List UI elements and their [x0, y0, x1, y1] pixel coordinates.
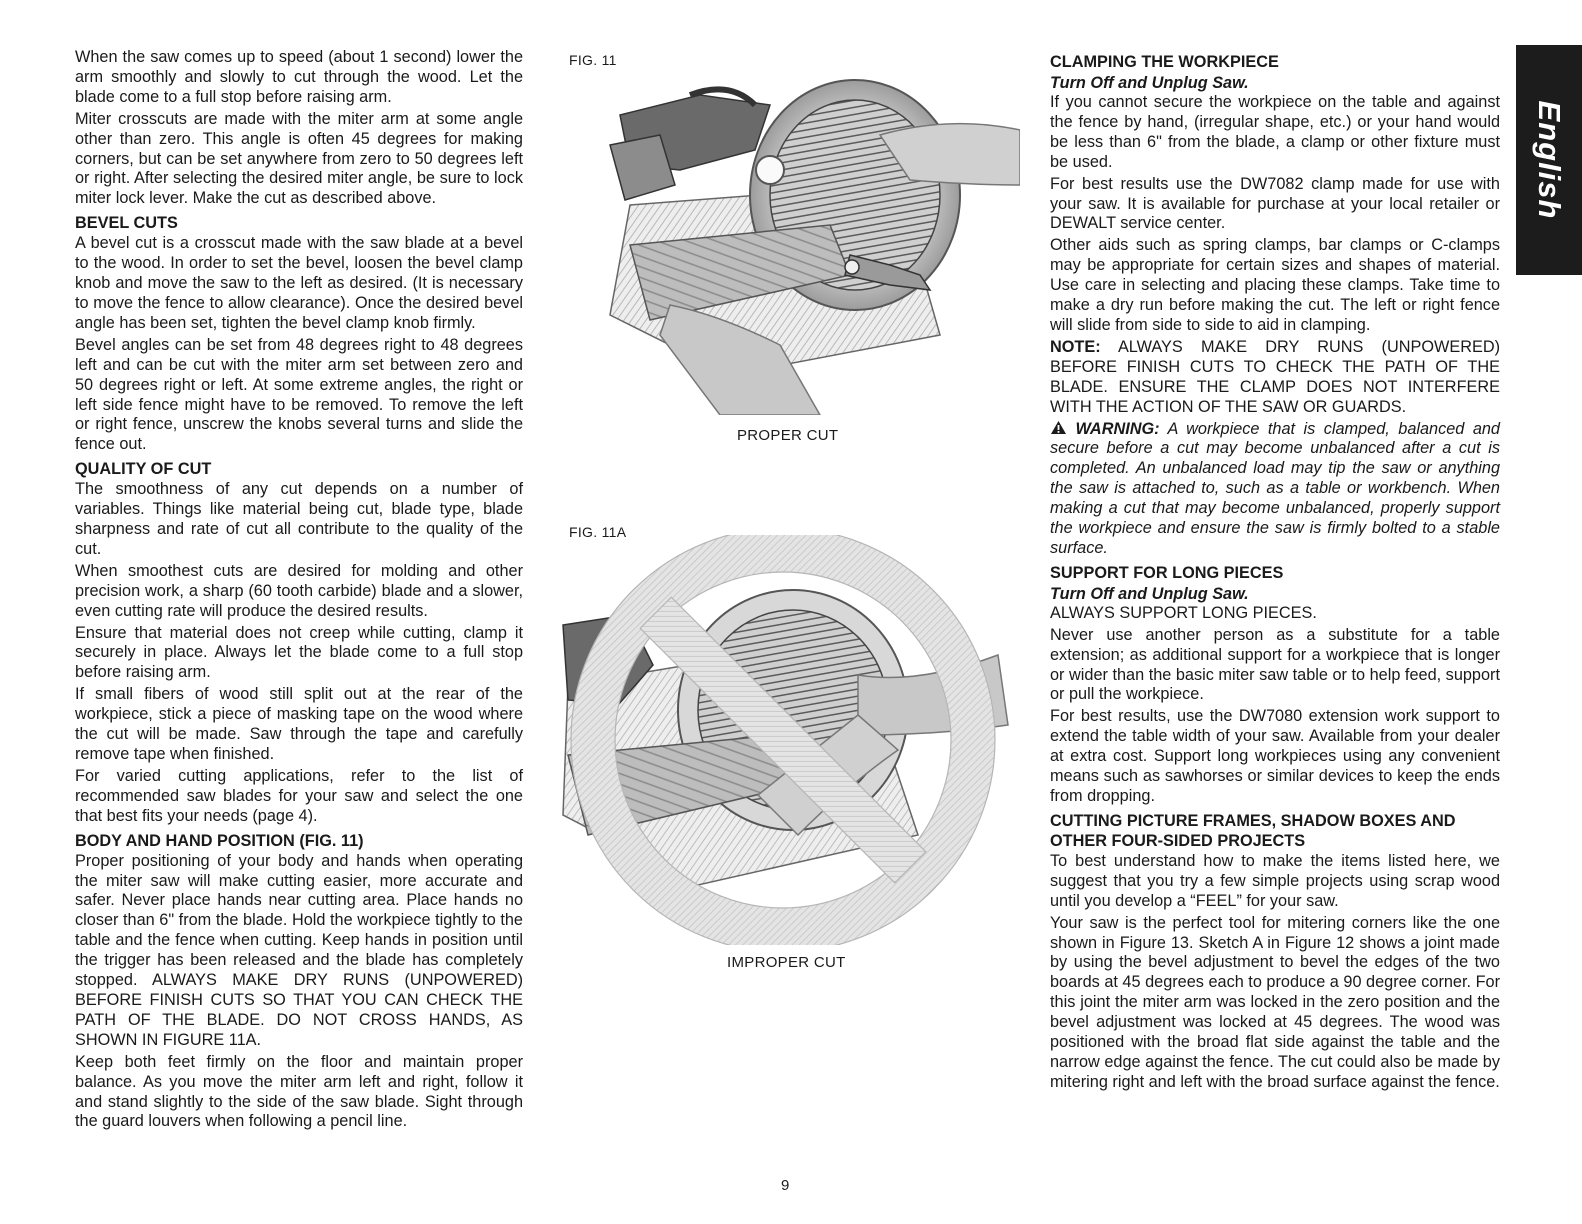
paragraph-warning: [1050, 420, 1500, 559]
warning-triangle-icon: [1050, 420, 1067, 435]
fig-11a-label: FIG. 11A: [569, 524, 627, 540]
paragraph-support-1: ALWAYS SUPPORT LONG PIECES.: [1050, 603, 1317, 622]
paragraph-body-2: Keep both feet firmly on the floor and maintain proper balance. As you move the miter arm left and right, follow it and stand slightly to the side of the saw blade. Sight through the guard louvers when following a pencil line.: [75, 1052, 523, 1131]
paragraph-frames-1: To best understand how to make the items listed here, we suggest that you try a few simple projects using scrap wood until you develop a “FEEL” for your saw.: [1050, 851, 1500, 910]
heading-bevel-cuts: BEVEL CUTS: [75, 214, 178, 233]
paragraph-bevel-2: Bevel angles can be set from 48 degrees right to 48 degrees left and can be cut with the miter arm set between zero and 50 degrees right or left. At some extreme angles, the right or left side fence might have to be removed. To remove the left or right fence, unscrew the knobs several turns and slide the fence out.: [75, 335, 523, 454]
paragraph-body-1: Proper positioning of your body and hands when operating the miter saw will make cutting easier, more accurate and safer. Never place hands near cutting area. Place hands no closer than 6" from the blade. Hold the workpiece tightly to the table and the fence when cutting. Keep hands in position until the trigger has been released and the blade has completely stopped. ALWAYS MAKE DRY RUNS (UNPOWERED) BEFORE FINISH CUTS SO THAT YOU CAN CHECK THE PATH OF THE BLADE. DO NOT CROSS HANDS, AS SHOWN IN FIGURE 11A.: [75, 851, 523, 1049]
fig-11-proper-cut-illustration: [590, 75, 1020, 415]
paragraph-quality-4: If small fibers of wood still split out at the rear of the workpiece, stick a piece of masking tape on the wood where the cut will be made. Saw through the tape and carefully remove tape when finished.: [75, 685, 523, 763]
warning-label: WARNING:: [1075, 419, 1160, 438]
paragraph-note: [1050, 338, 1500, 418]
paragraph-support-3: For best results, use the DW7080 extension work support to extend the table width of your saw. Available from your dealer at extra cost. Support long workpieces using any convenient means such as sawhorses or similar devices to keep the ends from dropping.: [1050, 707, 1500, 805]
paragraph-miter-crosscuts: Miter crosscuts are made with the miter arm at some angle other than zero. This angle is often 45 degrees for making corners, but can be set anywhere from zero to 50 degrees left or right. After selecting the desired miter angle, be sure to lock miter lock lever. Make the cut as described above.: [75, 109, 523, 208]
fig-11a-improper-cut-illustration: [558, 535, 1018, 945]
language-tab-label: English: [1532, 100, 1567, 220]
heading-quality-of-cut: QUALITY OF CUT: [75, 460, 212, 479]
language-tab: [1516, 45, 1582, 275]
note-label: NOTE:: [1050, 337, 1101, 356]
page-number: 9: [781, 1177, 790, 1194]
note-text: ALWAYS MAKE DRY RUNS (UNPOWERED) BEFORE FINISH CUTS TO CHECK THE PATH OF THE BLADE. ENSURE THE CLAMP DOES NOT INTERFERE WITH THE ACTION OF THE SAW OR GUARDS.: [1050, 337, 1501, 416]
left-column: [75, 48, 523, 1134]
fig-11a-caption: IMPROPER CUT: [727, 954, 846, 971]
paragraph-clamp-1: If you cannot secure the workpiece on the table and against the fence by hand, (irregular shape, etc.) or your hand would be less than 6" from the blade, a clamp or other fixture must be used.: [1050, 93, 1500, 171]
subheading-turn-off-unplug-2: Turn Off and Unplug Saw.: [1050, 584, 1249, 603]
fig-11-caption: PROPER CUT: [737, 427, 839, 444]
heading-support-long-pieces: SUPPORT FOR LONG PIECES: [1050, 563, 1284, 582]
paragraph-support-2: Never use another person as a substitute for a table extension; as additional support for a workpiece that is longer or wider than the basic miter saw table or to help feed, support or pull the workpiece.: [1050, 625, 1500, 704]
paragraph-frames-2: Your saw is the perfect tool for mitering corners like the one shown in Figure 13. Sketch A in Figure 12 shows a joint made by using the bevel adjustment to bevel the edges of the two boards at 45 degrees each to produce a 90 degree corner. For this joint the miter arm was locked in the zero position and the bevel adjustment was locked at 45 degrees. The wood was positioned with the broad flat side against the table and the narrow edge against the fence. The cut could also be made by mitering right and left with the broad surface against the fence.: [1050, 913, 1500, 1091]
paragraph-quality-2: When smoothest cuts are desired for molding and other precision work, a sharp (60 tooth carbide) blade and a slower, even cutting rate will produce the desired results.: [75, 561, 523, 620]
paragraph-intro: When the saw comes up to speed (about 1 second) lower the arm smoothly and slowly to cut through the wood. Let the blade come to a full stop before raising arm.: [75, 48, 523, 106]
paragraph-quality-3: Ensure that material does not creep while cutting, clamp it securely in place. Always let the blade come to a full stop before raising arm.: [75, 623, 523, 682]
heading-body-hand-position: BODY AND HAND POSITION (FIG. 11): [75, 831, 364, 850]
right-column: [1050, 52, 1500, 1095]
paragraph-clamp-2: For best results use the DW7082 clamp made for use with your saw. It is available for purchase at your local retailer or DEWALT service center.: [1050, 174, 1500, 233]
paragraph-clamp-3: Other aids such as spring clamps, bar clamps or C-clamps may be appropriate for certain sizes and shapes of material. Use care in selecting and placing these clamps. Take time to make a dry run before making the cut. The left or right fence will slide from side to side to aid in clamping.: [1050, 236, 1500, 334]
paragraph-quality-5: For varied cutting applications, refer to the list of recommended saw blades for your saw and select the one that best fits your needs (page 4).: [75, 766, 523, 825]
warning-text: A workpiece that is clamped, balanced and secure before a cut may become unbalanced after a cut is completed. An unbalanced load may tip the saw or anything the saw is attached to, such as a table or workbench. When making a cut that may become unbalanced, properly support the workpiece and ensure the saw is firmly bolted to a stable surface.: [1050, 419, 1500, 557]
heading-picture-frames: CUTTING PICTURE FRAMES, SHADOW BOXES AND OTHER FOUR-SIDED PROJECTS: [1050, 811, 1456, 850]
fig-11-label: FIG. 11: [569, 52, 617, 68]
paragraph-bevel-1: A bevel cut is a crosscut made with the saw blade at a bevel to the wood. In order to set the bevel, loosen the bevel clamp knob and move the saw to the left as desired. (It is necessary to move the fence to allow clearance). Once the desired bevel angle has been set, tighten the bevel clamp knob firmly.: [75, 234, 523, 332]
paragraph-quality-1: The smoothness of any cut depends on a number of variables. Things like material being cut, blade type, blade sharpness and rate of cut all contribute to the quality of the cut.: [75, 480, 523, 558]
subheading-turn-off-unplug-1: Turn Off and Unplug Saw.: [1050, 74, 1249, 92]
heading-clamping-workpiece: CLAMPING THE WORKPIECE: [1050, 53, 1279, 71]
